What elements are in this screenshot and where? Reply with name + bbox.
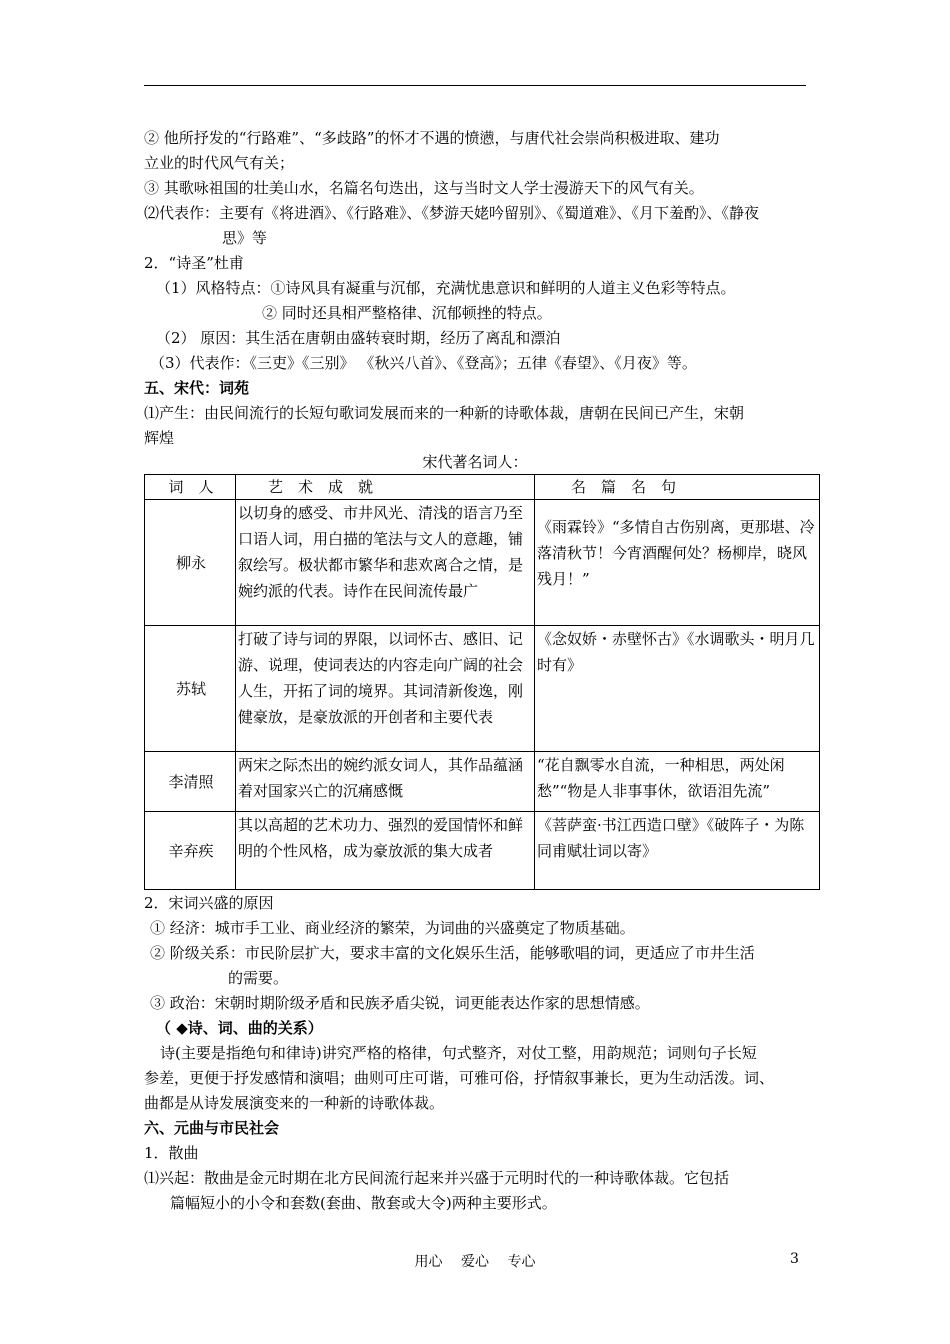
paragraph-line: （1）风格特点：①诗风具有凝重与沉郁，充满忧患意识和鲜明的人道主义色彩等特点。 [156, 279, 736, 297]
paragraph-line: 参差，更便于抒发感情和演唱；曲则可庄可谐，可雅可俗，抒情叙事兼长，更为生动活泼。词、 [144, 1069, 775, 1087]
paragraph-line: ② 同时还具相严整格律、沉郁顿挫的特点。 [262, 304, 552, 322]
poet-achievement: 打破了诗与词的界限，以词怀古、感旧、记游、说理，使词表达的内容走向广阔的社会人生，开拓了词的境界。其词清新俊逸，刚健豪放，是豪放派的开创者和主要代表 [236, 626, 535, 752]
paragraph-line: 诗(主要是指绝句和律诗)讲究严格的格律，句式整齐，对仗工整，用韵规范；词则句子长短 [160, 1044, 757, 1062]
poet-works: “花自飘零水自流，一种相思，两处闲愁”“物是人非事事休，欲语泪先流” [535, 752, 820, 812]
subheading: （ ◆诗、词、曲的关系） [156, 1019, 323, 1037]
paragraph-line: （3）代表作：《三吏》《三别》 《秋兴八首》、《登高》；五律《春望》、《月夜》等。 [150, 354, 697, 372]
section-heading: 五、宋代：词苑 [144, 379, 250, 397]
table-row [145, 752, 820, 812]
poet-name: 柳永 [145, 500, 236, 626]
header-rule [144, 85, 806, 86]
table-row [145, 626, 820, 752]
paragraph-line: 曲都是从诗发展演变来的一种新的诗歌体裁。 [144, 1094, 445, 1112]
paragraph-line: ⑵代表作：主要有《将进酒》、《行路难》、《梦游天姥吟留别》、《蜀道难》、《月下羞酌》、《静夜 [144, 204, 760, 222]
poet-name: 苏轼 [145, 626, 236, 752]
poet-name: 辛弃疾 [145, 812, 236, 890]
paragraph-line: ② 他所抒发的“行路难”、“多歧路”的怀才不遇的愤懑，与唐代社会崇尚积极进取、建功 [144, 129, 720, 147]
paragraph-line: ② 阶级关系：市民阶层扩大，要求丰富的文化娱乐生活，能够歌唱的词，更适应了市井生活 [150, 944, 755, 962]
paragraph-line: 1．散曲 [144, 1144, 199, 1162]
header-poet: 词 人 [145, 475, 236, 500]
paragraph-line: 2．宋词兴盛的原因 [144, 894, 274, 912]
poet-achievement: 两宋之际杰出的婉约派女词人，其作品蕴涵着对国家兴亡的沉痛感慨 [236, 752, 535, 812]
section-heading: 六、元曲与市民社会 [144, 1119, 280, 1137]
poets-table [144, 474, 820, 890]
paragraph-line: ⑴兴起：散曲是金元时期在北方民间流行起来并兴盛于元明时代的一种诗歌体裁。它包括 [144, 1169, 730, 1187]
table-row [145, 500, 820, 626]
paragraph-line: ③ 其歌咏祖国的壮美山水，名篇名句迭出，这与当时文人学士漫游天下的风气有关。 [144, 179, 704, 197]
table-header-row [145, 475, 820, 500]
poet-achievement: 以切身的感受、市井风光、清浅的语言乃至口语人词，用白描的笔法与文人的意趣，铺叙绘写。极状都市繁华和悲欢离合之情，是婉约派的代表。诗作在民间流传最广 [236, 500, 535, 626]
poet-name: 李清照 [145, 752, 236, 812]
paragraph-line: 立业的时代风气有关； [144, 154, 295, 172]
page-number: 3 [790, 1251, 799, 1267]
poet-works: 《雨霖铃》“多情自古伤别离，更那堪、冷落清秋节！今宵酒醒何处？杨柳岸，晓风残月！” [535, 500, 820, 626]
paragraph-line: 的需要。 [228, 969, 289, 987]
poet-works: 《念奴娇・赤壁怀古》《水调歌头・明月几时有》 [535, 626, 820, 752]
paragraph-line: ① 经济：城市手工业、商业经济的繁荣，为词曲的兴盛奠定了物质基础。 [150, 919, 635, 937]
table-caption: 宋代著名词人： [422, 453, 528, 471]
paragraph-line: 篇幅短小的小令和套数(套曲、散套或大令)两种主要形式。 [170, 1194, 557, 1212]
paragraph-line: 思》等 [222, 229, 268, 247]
poet-works: 《菩萨蛮·书江西造口壁》《破阵子・为陈同甫赋壮词以寄》 [535, 812, 820, 890]
paragraph-line: （2） 原因：其生活在唐朝由盛转衰时期，经历了离乱和漂泊 [156, 329, 561, 347]
paragraph-line: ③ 政治：宋朝时期阶级矛盾和民族矛盾尖锐，词更能表达作家的思想情感。 [150, 994, 650, 1012]
poet-achievement: 其以高超的艺术功力、强烈的爱国情怀和鲜明的个性风格，成为豪放派的集大成者 [236, 812, 535, 890]
paragraph-line: 辉煌 [144, 429, 175, 447]
header-works: 名 篇 名 句 [535, 475, 820, 500]
paragraph-line: 2．“诗圣”杜甫 [144, 254, 244, 272]
paragraph-line: ⑴产生：由民间流行的长短句歌词发展而来的一种新的诗歌体裁，唐朝在民间已产生，宋朝 [144, 404, 745, 422]
header-achievement: 艺 术 成 就 [236, 475, 535, 500]
footer-text: 用心 爱心 专心 [414, 1254, 536, 1270]
table-row [145, 812, 820, 890]
